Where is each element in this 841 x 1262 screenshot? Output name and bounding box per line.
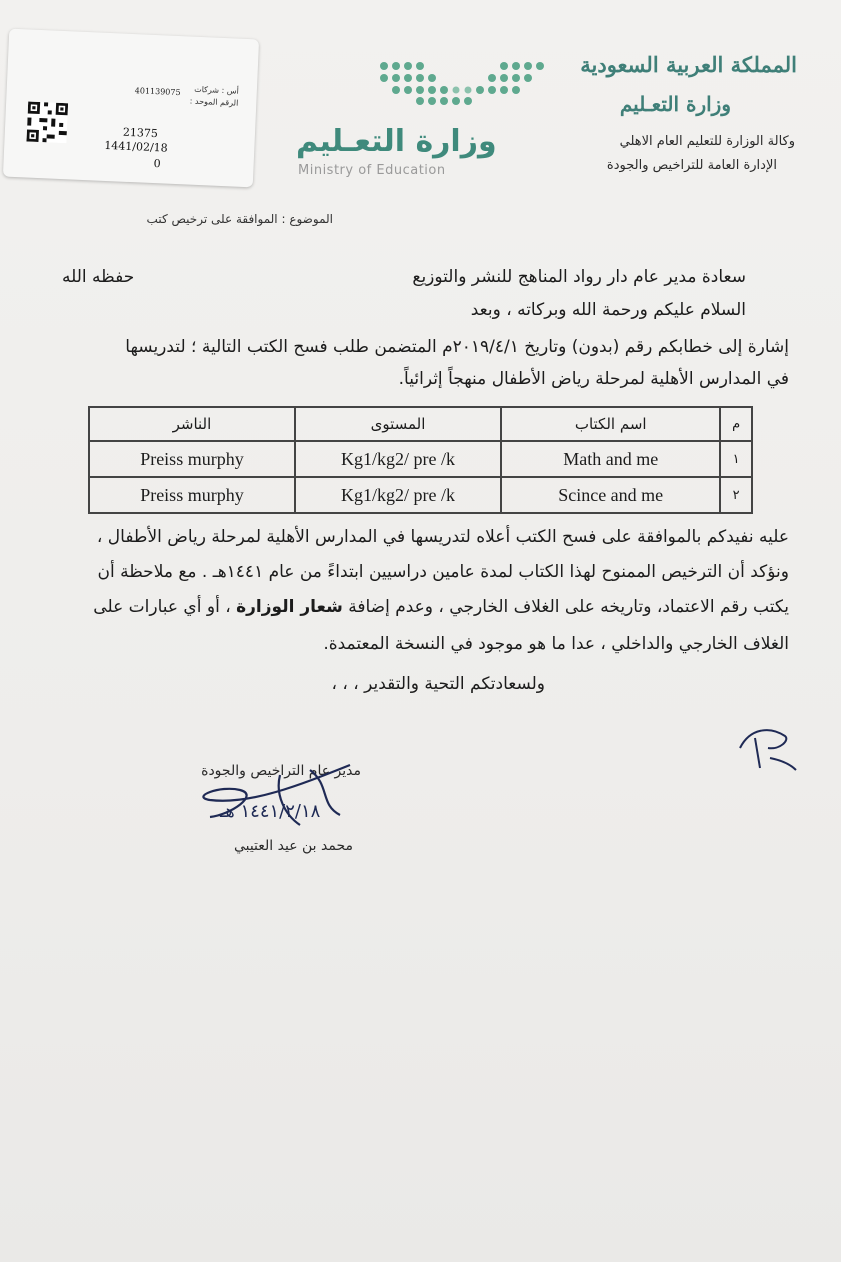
row-publisher: Preiss murphy: [89, 477, 295, 513]
logo-wordmark-ar: وزارة التعـليم: [296, 124, 497, 159]
header-level: المستوى: [295, 407, 501, 441]
signatory-name: محمد بن عيد العتيبي: [233, 838, 353, 854]
row-level: Kg1/kg2/ pre /k: [295, 441, 501, 477]
row-num: ٢: [720, 477, 752, 513]
logo-wordmark-en: Ministry of Education: [298, 163, 446, 178]
row-publisher: Preiss murphy: [89, 441, 295, 477]
header-agency: وكالة الوزارة للتعليم العام الاهلي: [619, 134, 795, 149]
letter-addressee: سعادة مدير عام دار رواد المناهج للنشر والتوزيع: [412, 267, 746, 287]
ministry-logo-icon: [376, 58, 546, 106]
closing-regards: ولسعادتكم التحية والتقدير ، ، ،: [331, 674, 545, 694]
letter-blessing: حفظه الله: [62, 267, 135, 287]
closing-line-2: ونؤكد أن الترخيص الممنوح لهذا الكتاب لمدة عامين دراسيين ابتداءً من عام ١٤٤١هـ . مع ملاحظة أن: [97, 562, 789, 582]
sticker-unified-number: 401139075: [134, 86, 181, 98]
sticker-line-2: الرقم الموحد :: [189, 96, 239, 108]
letter-greeting: السلام عليكم ورحمة الله وبركاته ، وبعد: [470, 300, 746, 320]
table-row: [89, 477, 752, 513]
books-table: [88, 406, 753, 514]
registration-sticker: [3, 29, 259, 188]
sticker-number: 21375: [122, 125, 159, 141]
header-kingdom: المملكة العربية السعودية: [580, 52, 797, 77]
letter-intro-line-1: إشارة إلى خطابكم رقم (بدون) وتاريخ ٢٠١٩/٤/١م المتضمن طلب فسح الكتب التالية ؛ لتدريسها: [125, 337, 789, 357]
qr-code-icon: [26, 102, 68, 144]
header-ministry: وزارة التعـليم: [619, 92, 731, 116]
letter-intro-line-2: في المدارس الأهلية لمرحلة رياض الأطفال منهجاً إثرائياً.: [398, 369, 789, 389]
closing-line-3a: يكتب رقم الاعتماد، وتاريخه على الغلاف الخارجي ، وعدم إضافة: [342, 597, 789, 617]
row-num: ١: [720, 441, 752, 477]
header-num: م: [720, 407, 752, 441]
header-publisher: الناشر: [89, 407, 295, 441]
row-title: Scince and me: [501, 477, 720, 513]
row-level: Kg1/kg2/ pre /k: [295, 477, 501, 513]
ministry-logo-phrase: شعار الوزارة: [236, 597, 343, 617]
header-title: اسم الكتاب: [501, 407, 720, 441]
closing-line-4: الغلاف الخارجي والداخلي ، عدا ما هو موجود في النسخة المعتمدة.: [323, 634, 789, 654]
sticker-date: 1441/02/18: [104, 138, 168, 155]
table-row: [89, 441, 752, 477]
closing-line-3c: ، أو أي عبارات على: [93, 597, 237, 617]
table-header-row: [89, 407, 752, 441]
letter-subject: الموضوع : الموافقة على ترخيص كتب: [146, 212, 333, 226]
row-title: Math and me: [501, 441, 720, 477]
header-admin: الإدارة العامة للتراخيص والجودة: [606, 158, 777, 173]
signatory-title: مدير عام التراخيص والجودة: [201, 763, 361, 779]
closing-line-1: عليه نفيدكم بالموافقة على فسح الكتب أعلاه لتدريسها في المدارس الأهلية لمرحلة رياض الأطفال ،: [96, 527, 789, 547]
sticker-attachments: 0: [153, 157, 161, 171]
signature-date-note: ١٤٤١/٢/١٨ هـ: [220, 801, 321, 822]
closing-line-3: [93, 597, 789, 617]
initials-mark: [730, 718, 800, 778]
sticker-line-1: أس : شركات: [194, 84, 240, 96]
